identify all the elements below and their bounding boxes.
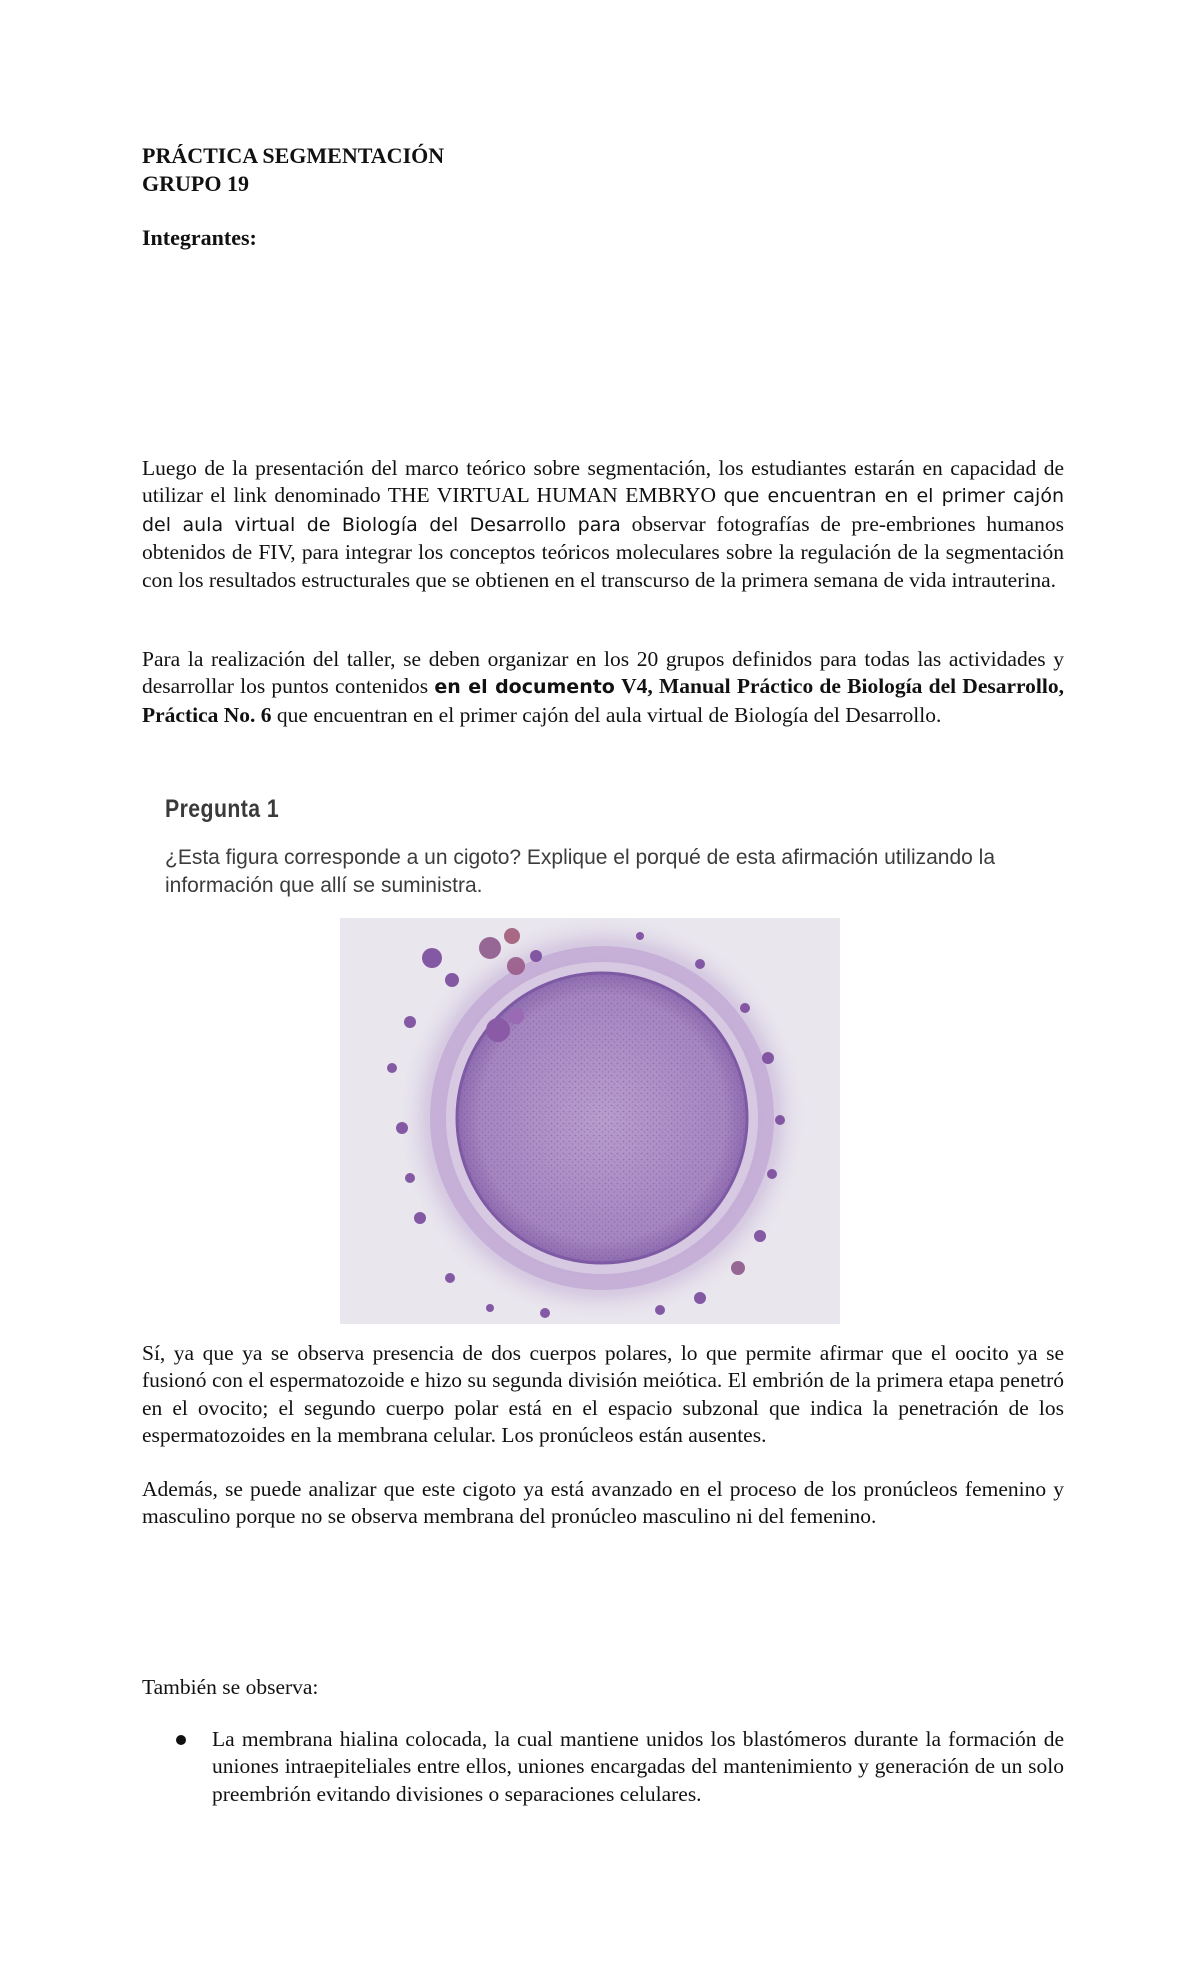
observations-list bbox=[170, 1726, 1064, 1808]
observations-label: También se observa: bbox=[142, 1675, 319, 1699]
list-item bbox=[170, 1726, 1064, 1808]
list-item-text: La membrana hialina colocada, la cual mantiene unidos los blastómeros durante la formación de uniones intraepiteliales entre ellos, uniones encargadas del mantenimiento y generación de un solo preembrión evitando divisiones o separaciones celulares. bbox=[212, 1727, 1064, 1806]
micrograph-image bbox=[340, 918, 840, 1324]
instructions-paragraph bbox=[142, 646, 1064, 729]
instructions-text-d: que encuentran en el primer cajón del aula virtual de Biología del Desarrollo. bbox=[276, 702, 942, 727]
bullet-icon bbox=[176, 1735, 186, 1745]
document-heading bbox=[142, 142, 444, 198]
answer-paragraph-2: Además, se puede analizar que este cigoto ya está avanzado en el proceso de los pronúcleos femenino y masculino porque no se observa membrana del pronúcleo masculino ni del femenino. bbox=[142, 1477, 1064, 1529]
document-title: PRÁCTICA SEGMENTACIÓN bbox=[142, 143, 445, 168]
question-title: Pregunta 1 bbox=[165, 795, 280, 823]
intro-text-a: Luego de la presentación del marco teórico sobre segmentación, los estudiantes estarán en capacidad de utilizar el link denominado THE VIRTUAL HUMAN EMBRYO bbox=[142, 456, 1064, 508]
question-excerpt bbox=[165, 795, 1045, 900]
instructions-text-b: en el documento bbox=[434, 676, 615, 699]
manual-reference: V4, Manual Práctico de Biología del Desarrollo, Práctica No. 6 bbox=[142, 674, 1064, 727]
intro-text-c: observar fotografías de pre-embriones humanos obtenidos de FIV, para integrar los conceptos teóricos moleculares sobre la regulación de la segmentación con los resultados estructurales que se obtienen en el transcurso de la primera semana de vida intrauterina. bbox=[142, 511, 1065, 592]
zygote-micrograph bbox=[340, 918, 840, 1324]
instructions-text-a: Para la realización del taller, se deben organizar en los 20 grupos definidos para todas las actividades y desarrollar los puntos contenidos bbox=[142, 647, 1064, 699]
intro-text-b: que encuentran en el primer cajón del aula virtual de Biología del Desarrollo para bbox=[142, 485, 1064, 536]
members-label: Integrantes: bbox=[142, 225, 257, 250]
answer-paragraph-1: Sí, ya que ya se observa presencia de dos cuerpos polares, lo que permite afirmar que el oocito ya se fusionó con el espermatozoide e hizo su segunda división meiótica. El embrión de la primera etapa penetró en el ovocito; el segundo cuerpo polar está en el espacio subzonal que indica la penetración de los espermatozoides en la membrana celular. Los pronúcleos están ausentes. bbox=[142, 1341, 1064, 1448]
question-text: ¿Esta figura corresponde a un cigoto? Explique el porqué de esta afirmación utilizando la información que allí se suministra. bbox=[165, 846, 996, 897]
intro-paragraph bbox=[142, 455, 1064, 594]
group-label: GRUPO 19 bbox=[142, 171, 249, 196]
